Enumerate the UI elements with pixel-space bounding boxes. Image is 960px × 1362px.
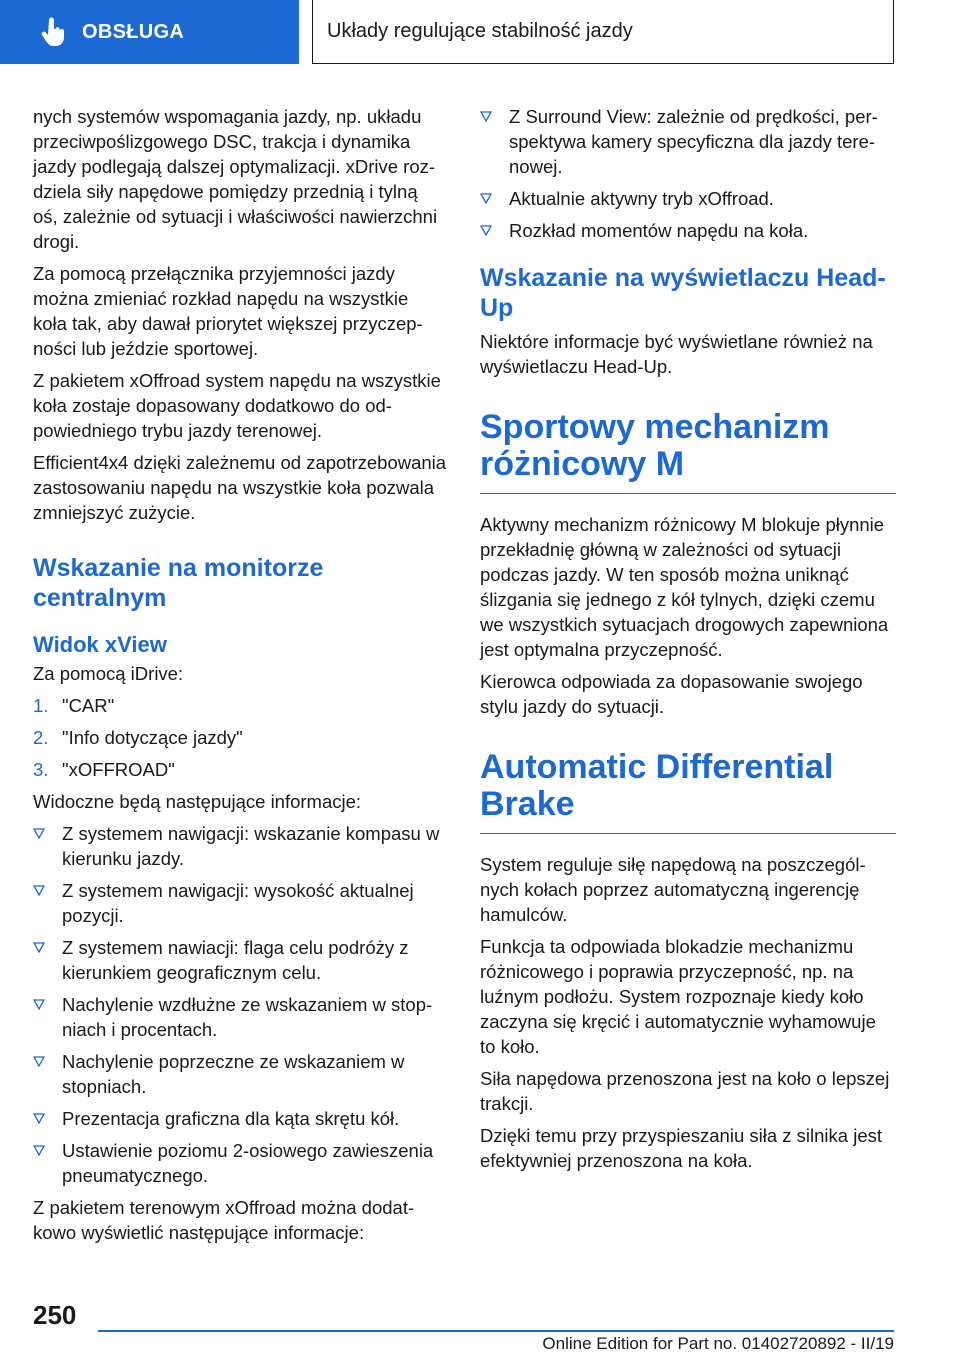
- step-text: "xOFFROAD": [62, 759, 175, 780]
- offroad-bullets: [480, 104, 896, 243]
- paragraph: Efficient4x4 dzięki zależnemu od zapotrzebowania zastosowaniu napędu na wszystkie koła pozwala zmniejszyć zużycie.: [33, 452, 447, 523]
- bullet-text: Prezentacja graficzna dla kąta skrętu kół.: [62, 1108, 400, 1129]
- step-text: "CAR": [62, 695, 115, 716]
- list-item: [33, 935, 447, 985]
- list-item: [33, 1138, 447, 1188]
- list-item: [33, 757, 447, 782]
- bullet-text: Z systemem nawigacji: wysokość aktualnej pozycji.: [62, 880, 414, 926]
- list-item: [33, 878, 447, 928]
- heading-central-monitor: Wskazanie na monitorze centralnym: [33, 554, 324, 612]
- bullet-text: Ustawienie poziomu 2-osiowego zawieszenia pneumatycznego.: [62, 1140, 434, 1186]
- info-bullets: [33, 821, 447, 1188]
- bullet-text: Nachylenie poprzeczne ze wskazaniem w stopniach.: [62, 1051, 405, 1097]
- triangle-bullet-icon: [33, 828, 45, 839]
- triangle-bullet-icon: [480, 193, 492, 204]
- triangle-bullet-icon: [33, 885, 45, 896]
- list-item: [33, 1049, 447, 1099]
- triangle-bullet-icon: [33, 1113, 45, 1124]
- hand-pointer-icon: [40, 17, 66, 47]
- triangle-bullet-icon: [33, 1056, 45, 1067]
- list-item: [33, 992, 447, 1042]
- triangle-bullet-icon: [33, 942, 45, 953]
- list-item: [480, 218, 896, 243]
- paragraph: nych systemów wspomagania jazdy, np. układu przeciwpoślizgowego DSC, trakcja i dynamika jazdy podlegają dalszej optymalizacji. xDrive rozdziela siły napędowe pomiędzy przednią i tylną oś, zależnie od sytuacji i właściwości nawierzchni drogi.: [33, 106, 438, 252]
- left-column: [33, 104, 447, 1252]
- list-item: [33, 693, 447, 718]
- section-tab-label: OBSŁUGA: [82, 20, 185, 43]
- step-text: "Info dotyczące jazdy": [62, 727, 243, 748]
- paragraph: Z pakietem xOffroad system napędu na wszystkie koła zostaje dopasowany dodatkowo do odpowiedniego trybu jazdy terenowej.: [33, 370, 441, 441]
- chapter-title: Układy regulujące stabilność jazdy: [312, 0, 894, 64]
- step-number: 2.: [33, 727, 49, 748]
- triangle-bullet-icon: [480, 225, 492, 236]
- step-number: 3.: [33, 759, 49, 780]
- paragraph: Siła napędowa przenoszona jest na koło o lepszej trakcji.: [480, 1068, 890, 1114]
- paragraph: Funkcja ta odpowiada blokadzie mechanizmu różnicowego i poprawia przyczepność, np. na luźnym podłożu. System rozpoznaje kiedy koło zaczyna się kręcić i automatycznie wyhamowuje to koło.: [480, 936, 876, 1057]
- bullet-text: Z systemem nawiacji: flaga celu podróży z kierunkiem geograficznym celu.: [62, 937, 409, 983]
- list-item: [33, 821, 447, 871]
- triangle-bullet-icon: [33, 999, 45, 1010]
- bullet-text: Z systemem nawigacji: wskazanie kompasu w kierunku jazdy.: [62, 823, 440, 869]
- paragraph: Aktywny mechanizm różnicowy M blokuje płynnie przekładnię główną w zależności od sytuacji podczas jazdy. W ten sposób można uniknąć ślizgania się jednego z kół tylnych, dzięki czemu we wszystkich sytuacjach drogowych zapewniona jest optymalna przyczepność.: [480, 514, 889, 660]
- heading-head-up: Wskazanie na wyświetlaczu Head-Up: [480, 264, 886, 322]
- paragraph: Za pomocą przełącznika przyjemności jazdy można zmieniać rozkład napędu na wszystkie koła tak, aby dawał priorytet większej przyczepności lub jeździe sportowej.: [33, 263, 423, 359]
- list-item: [480, 186, 896, 211]
- list-item: [480, 104, 896, 179]
- bullet-text: Z Surround View: zależnie od prędkości, perspektywa kamery specyficzna dla jazdy terenowej.: [509, 106, 878, 177]
- paragraph: Niektóre informacje być wyświetlane również na wyświetlaczu Head-Up.: [480, 331, 873, 377]
- right-column: [480, 104, 896, 1180]
- bullet-text: Aktualnie aktywny tryb xOffroad.: [509, 188, 774, 209]
- paragraph: Za pomocą iDrive:: [33, 663, 184, 684]
- paragraph: System reguluje siłę napędową na poszczególnych kołach poprzez automatyczną ingerencję hamulców.: [480, 854, 866, 925]
- paragraph: Dzięki temu przy przyspieszaniu siła z silnika jest efektywniej przenoszona na koła.: [480, 1125, 882, 1171]
- bullet-text: Nachylenie wzdłużne ze wskazaniem w stopniach i procentach.: [62, 994, 433, 1040]
- list-item: [33, 725, 447, 750]
- heading-sport-differential: Sportowy mechanizm różnicowy M: [480, 409, 896, 494]
- idrive-steps: [33, 693, 447, 782]
- triangle-bullet-icon: [33, 1145, 45, 1156]
- paragraph: Z pakietem terenowym xOffroad można dodatkowo wyświetlić następujące informacje:: [33, 1197, 415, 1243]
- page-number: 250: [33, 1300, 77, 1330]
- heading-xview: Widok xView: [33, 632, 167, 657]
- list-item: [33, 1106, 447, 1131]
- edition-footer: Online Edition for Part no. 01402720892 - II/19: [542, 1334, 894, 1353]
- bullet-text: Rozkład momentów napędu na koła.: [509, 220, 809, 241]
- paragraph: Widoczne będą następujące informacje:: [33, 791, 362, 812]
- section-tab: [0, 0, 299, 64]
- heading-automatic-differential-brake: Automatic Differential Brake: [480, 749, 896, 834]
- paragraph: Kierowca odpowiada za dopasowanie swojego stylu jazdy do sytuacji.: [480, 671, 863, 717]
- step-number: 1.: [33, 695, 49, 716]
- triangle-bullet-icon: [480, 111, 492, 122]
